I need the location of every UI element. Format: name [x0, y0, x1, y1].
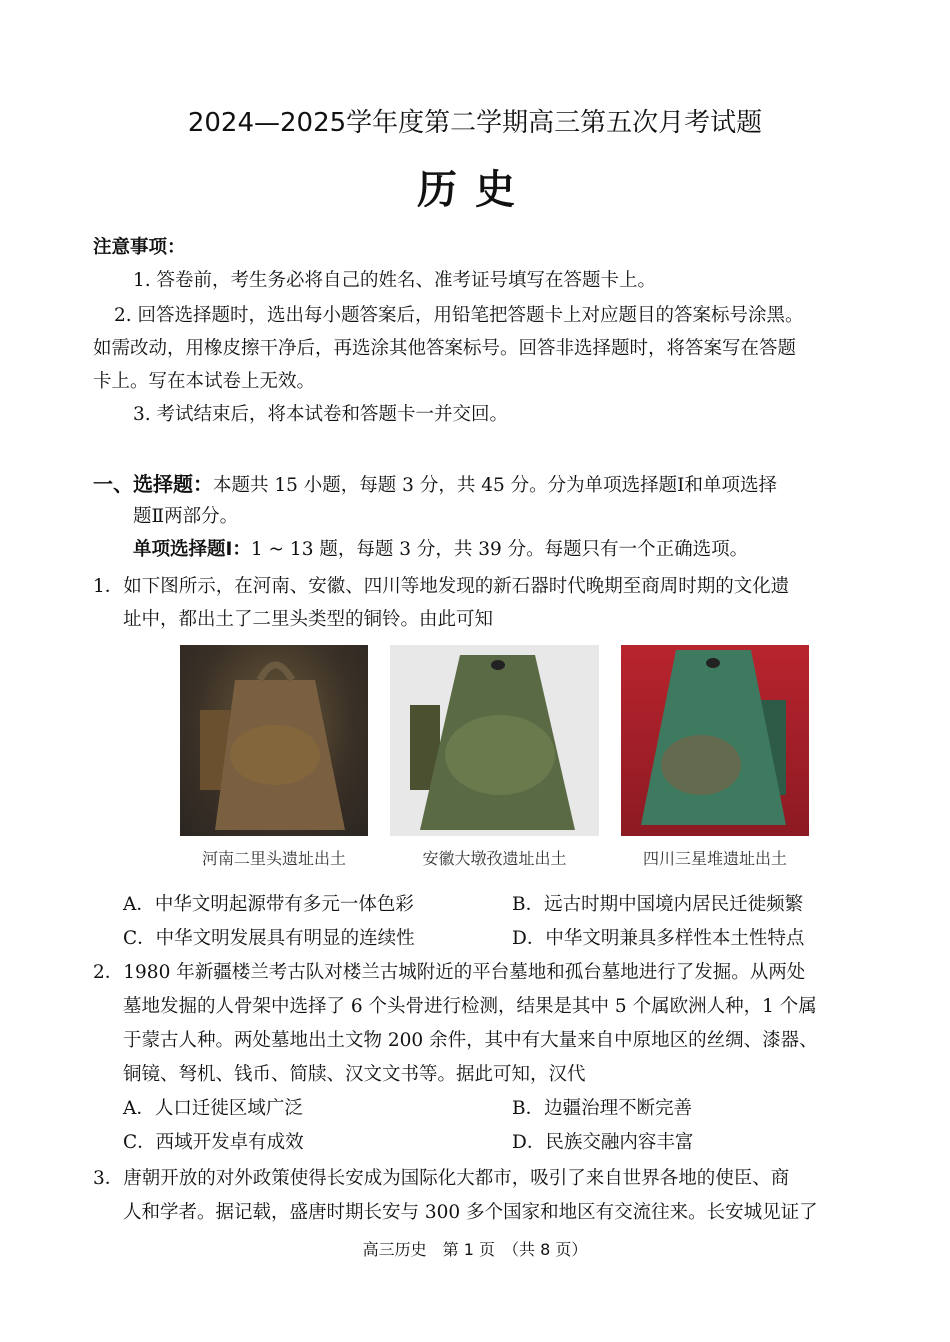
section-1-desc-cont: 题Ⅱ两部分。	[133, 506, 239, 527]
notice-item-1: 1. 答卷前，考生务必将自己的姓名、准考证号填写在答题卡上。	[133, 270, 657, 291]
exam-title: 2024—2025学年度第二学期高三第五次月考试题	[187, 108, 763, 138]
page-footer: 高三历史 第 1 页 （共 8 页）	[362, 1240, 588, 1259]
bell-image-sanxingdui	[621, 645, 809, 836]
option-c: C．中华文明发展具有明显的连续性	[123, 928, 415, 949]
notice-item-2-cont: 如需改动，用橡皮擦干净后，再选涂其他答案标号。回答非选择题时，将答案写在答题	[93, 338, 797, 359]
subject-title: 历史	[417, 166, 533, 213]
option-d: D．民族交融内容丰富	[512, 1132, 694, 1153]
section-1-intro	[93, 471, 777, 499]
image-caption: 安徽大墩孜遗址出土	[422, 849, 567, 868]
option-b: B．远古时期中国境内居民迁徙频繁	[512, 894, 804, 915]
notice-item-3: 3. 考试结束后，将本试卷和答题卡一并交回。	[133, 404, 509, 425]
notice-heading: 注意事项：	[93, 237, 186, 258]
section-1-heading: 一、选择题：	[93, 472, 213, 496]
bell-image-erlitou	[180, 645, 368, 836]
notice-item-2-cont: 卡上。写在本试卷上无效。	[93, 371, 316, 392]
option-a: A．中华文明起源带有多元一体色彩	[123, 894, 414, 915]
notice-item-2: 2. 回答选择题时，选出每小题答案后，用铅笔把答题卡上对应题目的答案标号涂黑。	[114, 305, 804, 326]
bronze-bell-figure	[180, 645, 368, 836]
section-1-desc: 本题共 15 小题，每题 3 分，共 45 分。分为单项选择题Ⅰ和单项选择	[213, 475, 777, 496]
question-2-text: 2．1980 年新疆楼兰考古队对楼兰古城附近的平台墓地和孤台墓地进行了发掘。从两处	[93, 962, 806, 983]
question-2-text: 于蒙古人种。两处墓地出土文物 200 余件，其中有大量来自中原地区的丝绸、漆器、	[123, 1030, 818, 1051]
subsection-desc: 1 ~ 13 题，每题 3 分，共 39 分。每题只有一个正确选项。	[250, 539, 749, 560]
option-b: B．边疆治理不断完善	[512, 1098, 693, 1119]
question-3-text: 3．唐朝开放的对外政策使得长安成为国际化大都市，吸引了来自世界各地的使臣、商	[93, 1168, 790, 1189]
image-caption: 河南二里头遗址出土	[201, 849, 346, 868]
option-d: D．中华文明兼具多样性本土性特点	[512, 928, 805, 949]
question-1-text: 1．如下图所示，在河南、安徽、四川等地发现的新石器时代晚期至商周时期的文化遗	[93, 576, 790, 597]
question-2-text: 墓地发掘的人骨架中选择了 6 个头骨进行检测，结果是其中 5 个属欧洲人种，1 个属	[123, 996, 817, 1017]
bell-image-dadunzi	[390, 645, 599, 836]
option-a: A．人口迁徙区域广泛	[123, 1098, 303, 1119]
question-1-text: 址中，都出土了二里头类型的铜铃。由此可知	[123, 609, 494, 630]
bronze-bell-figure	[621, 645, 809, 836]
subsection-intro	[133, 537, 748, 563]
option-c: C．西域开发卓有成效	[123, 1132, 304, 1153]
subsection-heading: 单项选择题Ⅰ：	[133, 539, 251, 560]
question-2-text: 铜镜、弩机、钱币、简牍、汉文文书等。据此可知，汉代	[123, 1064, 586, 1085]
question-3-text: 人和学者。据记载，盛唐时期长安与 300 多个国家和地区有交流往来。长安城见证了	[123, 1202, 818, 1223]
image-caption: 四川三星堆遗址出土	[642, 849, 787, 868]
bronze-bell-figure	[390, 645, 599, 836]
